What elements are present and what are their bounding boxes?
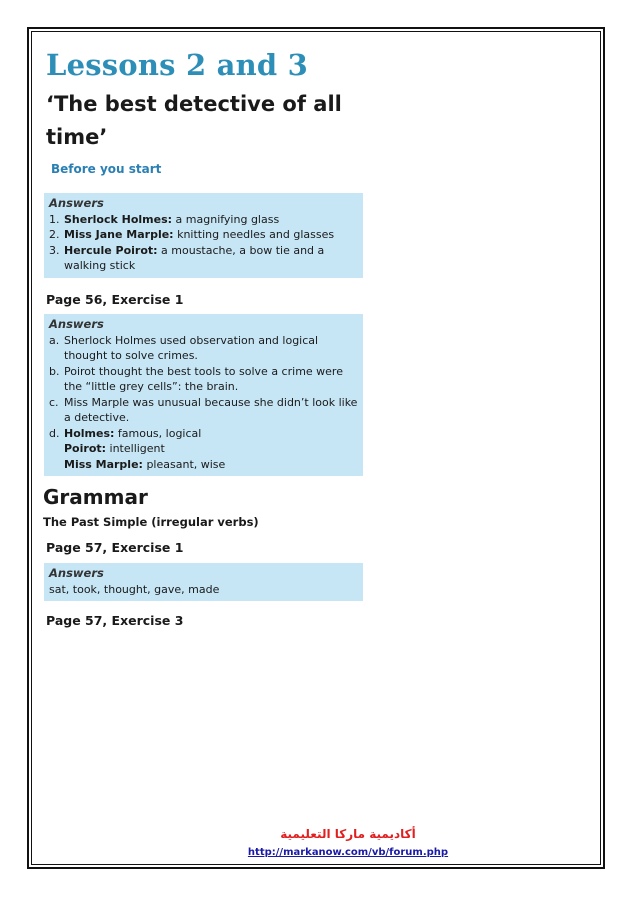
list-item: 3. Hercule Poirot: a moustache, a bow tie and a walking stick (49, 243, 325, 272)
before-you-start-heading: Before you start (51, 162, 162, 176)
lesson-subtitle: ‘The best detective of all time’ (46, 92, 342, 149)
list-item: c. Miss Marple was unusual because she didn’t look like a detective. (49, 395, 358, 424)
page56-exercise1-heading: Page 56, Exercise 1 (46, 292, 184, 307)
list-item: Miss Marple: pleasant, wise (64, 457, 226, 471)
list-item: Poirot: intelligent (64, 442, 165, 455)
page57-exercise1-heading: Page 57, Exercise 1 (46, 540, 184, 555)
lesson-title: Lessons 2 and 3 (46, 48, 309, 82)
answers-box-page56 (44, 314, 363, 476)
page57-exercise3-heading: Page 57, Exercise 3 (46, 613, 184, 628)
answers-label: Answers (49, 196, 104, 210)
forum-link[interactable]: http://markanow.com/vb/forum.php (247, 847, 449, 858)
answer-text: sat, took, thought, gave, made (49, 582, 220, 596)
list-item: a. Sherlock Holmes used observation and logical thought to solve crimes. (49, 333, 319, 362)
answers-label: Answers (49, 317, 104, 331)
answers-box-page57 (44, 563, 363, 601)
grammar-heading: Grammar (43, 485, 148, 509)
answers-label: Answers (49, 566, 104, 580)
list-item: b. Poirot thought the best tools to solve a crime were the “little grey cells”: the brain. (49, 364, 343, 393)
list-item: d. Holmes: famous, logical (49, 426, 202, 440)
academy-name: أكاديمية ماركا التعليمية (280, 827, 416, 841)
grammar-subheading: The Past Simple (irregular verbs) (43, 515, 259, 529)
list-item: 2. Miss Jane Marple: knitting needles and glasses (49, 228, 335, 241)
answers-box-before (44, 193, 363, 278)
list-item: 1. Sherlock Holmes: a magnifying glass (49, 212, 280, 226)
